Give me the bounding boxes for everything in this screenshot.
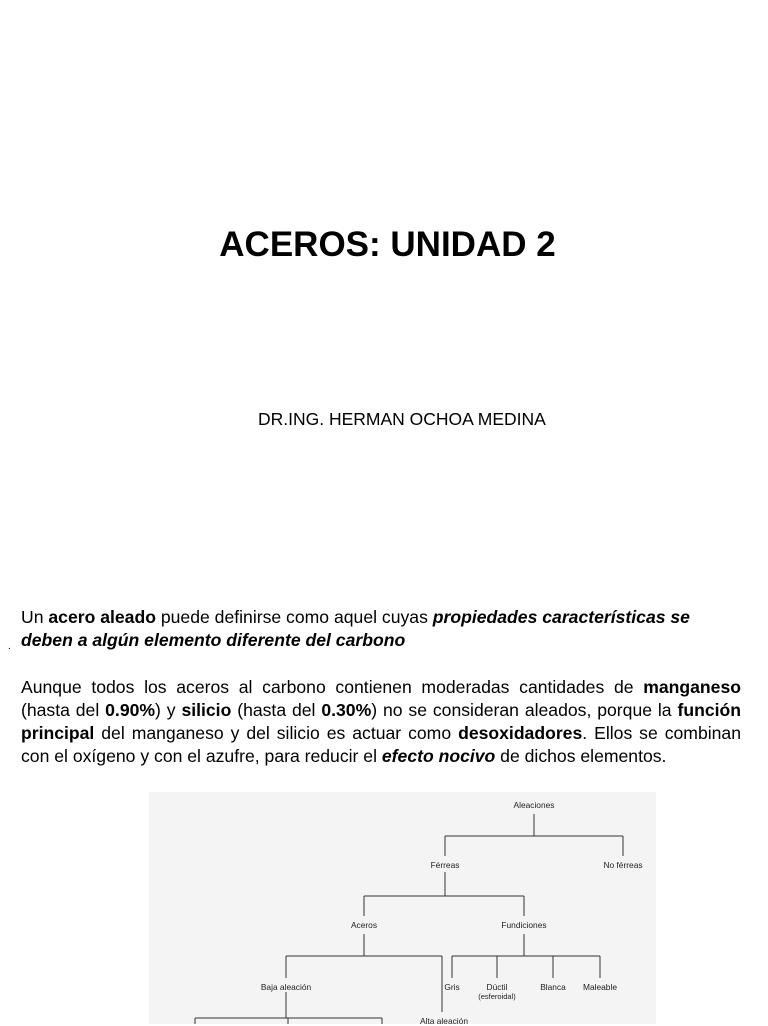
text-run: . Ellos se combinan con el oxígeno y con el azufre, para reducir el <box>21 723 741 766</box>
bold-term: 0.30% <box>321 700 372 720</box>
text-run: (hasta del <box>21 700 106 720</box>
text-run: Un <box>21 607 49 627</box>
text-run: puede definirse como aquel cuyas <box>155 607 433 627</box>
node-ductil-label: Dúctil <box>486 982 508 992</box>
node-alta-aleacion: Alta aleación <box>420 1016 468 1026</box>
bold-term: silicio <box>181 700 232 720</box>
node-maleable: Maleable <box>583 982 617 992</box>
bold-term: manganeso <box>643 677 741 697</box>
bold-term: desoxidadores <box>458 723 583 743</box>
author-name: DR.ING. HERMAN OCHOA MEDINA <box>258 409 546 429</box>
text-run: de dichos elementos. <box>495 746 667 766</box>
definition-paragraph <box>21 606 741 652</box>
node-baja-aleacion: Baja aleación <box>260 982 312 992</box>
text-run: Aunque todos los aceros al carbono contienen moderadas cantidades de <box>21 677 644 697</box>
bold-term: función principal <box>21 700 741 743</box>
node-ferreas: Férreas <box>430 860 460 870</box>
text-run: (hasta del <box>231 700 322 720</box>
explanation-paragraph <box>21 676 741 768</box>
node-fundiciones: Fundiciones <box>501 920 547 930</box>
text-run: del manganeso y del silicio es actuar como <box>94 723 459 743</box>
slide-title: ACEROS: UNIDAD 2 <box>219 225 556 264</box>
bold-italic-term: propiedades características se deben a algún elemento diferente del carbono <box>21 607 690 650</box>
alloy-classification-diagram <box>149 792 656 1024</box>
node-blanca: Blanca <box>540 982 566 992</box>
node-aceros: Aceros <box>350 920 378 930</box>
node-aleaciones: Aleaciones <box>513 800 555 810</box>
node-no-ferreas: No férreas <box>603 860 643 870</box>
text-run: ) y <box>155 700 182 720</box>
bold-italic-term: efecto nocivo <box>381 746 496 766</box>
node-ductil-sub: (esferoidal) <box>478 992 516 1001</box>
node-ductil <box>472 982 522 1002</box>
bold-term: acero aleado <box>48 607 156 627</box>
node-gris: Gris <box>444 982 460 992</box>
bold-term: 0.90% <box>105 700 156 720</box>
stray-dot: . <box>8 641 11 652</box>
text-run: ) no se consideran aleados, porque la <box>371 700 678 720</box>
